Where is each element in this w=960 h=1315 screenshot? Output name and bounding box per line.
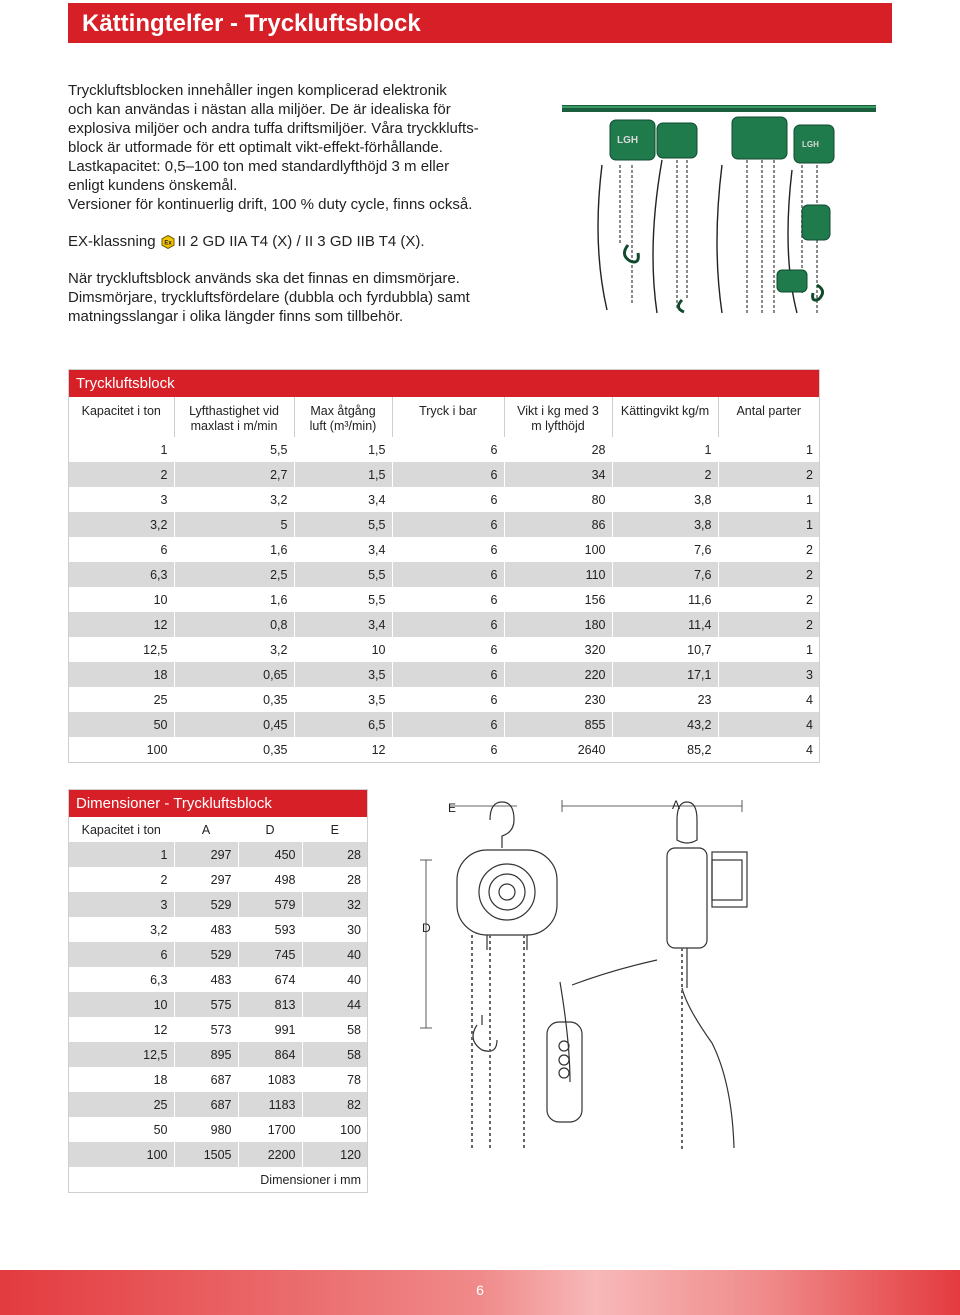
table-cell: 687 [174, 1067, 238, 1092]
table-row [69, 537, 819, 562]
table-row [69, 1067, 367, 1092]
table-row [69, 612, 819, 637]
ex-classification [68, 232, 518, 251]
table-cell: 2640 [504, 737, 612, 762]
table-cell: 40 [302, 942, 367, 967]
table-cell: 855 [504, 712, 612, 737]
table-row [69, 1042, 367, 1067]
table-cell: 10 [153, 592, 168, 607]
ex-hexagon-icon [161, 235, 175, 249]
table-cell: 991 [238, 1017, 302, 1042]
table-cell: 58 [302, 1042, 367, 1067]
table-cell: 483 [174, 917, 238, 942]
table-cell: 50 [69, 712, 174, 737]
table-cell: 180 [504, 612, 612, 637]
accessory-line: matningsslangar i olika längder finns som tillbehör. [68, 308, 404, 325]
table-cell: 11,4 [612, 612, 718, 637]
table-cell: 3,2 [174, 487, 294, 512]
table-cell: 6 [160, 542, 168, 557]
intro-line: block är utformade för ett optimalt vikt-effekt-förhållande. [68, 139, 443, 156]
table-cell: 5,5 [174, 437, 294, 462]
label-d: D [422, 921, 431, 935]
table-cell: 10 [69, 992, 174, 1017]
table-cell: 3,5 [294, 687, 392, 712]
table-cell: 12 [153, 1022, 168, 1037]
page-footer [0, 1270, 960, 1315]
table-cell: 5,5 [294, 512, 392, 537]
table-cell: 18 [69, 662, 174, 687]
table-cell: 3,4 [294, 537, 392, 562]
table-cell: 483 [174, 967, 238, 992]
table-cell: 687 [174, 1092, 238, 1117]
table-cell: 1 [612, 437, 718, 462]
table-row [69, 867, 367, 892]
table-cell: 5,5 [294, 587, 392, 612]
table-cell: 6,5 [294, 712, 392, 737]
table-cell: 17,1 [612, 662, 718, 687]
table-cell: 28 [302, 867, 367, 892]
table-cell: 100 [302, 1117, 367, 1142]
column-header: Kättingvikt kg/m [612, 397, 718, 437]
table-cell: 120 [302, 1142, 367, 1167]
table-cell: 529 [174, 892, 238, 917]
table-cell: 6 [392, 712, 504, 737]
column-header: Vikt i kg med 3 m lyfthöjd [504, 397, 612, 437]
table-row [69, 462, 819, 487]
table-cell: 3,8 [612, 512, 718, 537]
table-cell: 80 [504, 487, 612, 512]
table-header-row [69, 397, 819, 437]
table-cell: 40 [302, 967, 367, 992]
table-cell: 230 [504, 687, 612, 712]
table-cell: 3,5 [294, 662, 392, 687]
table-cell: 6 [392, 537, 504, 562]
table-cell: 25 [69, 1092, 174, 1117]
table-cell: 10 [294, 637, 392, 662]
table-cell: 78 [302, 1067, 367, 1092]
table-row [69, 662, 819, 687]
table-cell: 674 [238, 967, 302, 992]
table-cell: 4 [718, 737, 819, 762]
table-footnote-row [69, 1167, 367, 1192]
table-cell: 3,2 [174, 637, 294, 662]
table-cell: 813 [238, 992, 302, 1017]
table-row [69, 842, 367, 867]
table-cell: 2,7 [174, 462, 294, 487]
table-row [69, 892, 367, 917]
table-cell: 0,35 [174, 687, 294, 712]
table-cell: 1700 [238, 1117, 302, 1142]
dimensions-table [68, 789, 368, 1193]
table-cell: 579 [238, 892, 302, 917]
label-a: A [672, 798, 681, 812]
table-row [69, 737, 819, 762]
table-cell: 980 [174, 1117, 238, 1142]
table-cell: 2,5 [174, 562, 294, 587]
table-cell: 6 [392, 512, 504, 537]
table-cell: 864 [238, 1042, 302, 1067]
table-cell: 1 [718, 437, 819, 462]
table-row [69, 437, 819, 462]
table-cell: 1505 [174, 1142, 238, 1167]
column-header: D [238, 817, 302, 842]
column-header: A [174, 817, 238, 842]
table-cell: 6 [392, 662, 504, 687]
table-cell: 85,2 [612, 737, 718, 762]
table-row [69, 687, 819, 712]
table-cell: 6 [392, 637, 504, 662]
table-cell: 6 [392, 687, 504, 712]
table-footnote: Dimensioner i mm [174, 1167, 367, 1192]
table-title: Dimensioner - Tryckluftsblock [69, 790, 367, 817]
table-cell: 12 [69, 612, 174, 637]
table-cell: 100 [146, 742, 168, 757]
table-cell: 6 [392, 487, 504, 512]
table-row [69, 562, 819, 587]
column-header: Max åtgång luft (m³/min) [294, 397, 392, 437]
intro-line: Versioner för kontinuerlig drift, 100 % duty cycle, finns också. [68, 196, 473, 213]
ex-label: EX-klassning [68, 233, 156, 250]
svg-text:Ex: Ex [163, 240, 172, 246]
label-e: E [448, 801, 457, 815]
table-cell: 6 [392, 587, 504, 612]
table-title: Tryckluftsblock [69, 370, 819, 397]
table-cell: 30 [302, 917, 367, 942]
table-cell: 745 [238, 942, 302, 967]
table-cell: 3 [718, 662, 819, 687]
table-cell: 6,3 [150, 972, 168, 987]
table-cell: 3 [160, 492, 168, 507]
table-cell: 28 [504, 437, 612, 462]
table-cell: 573 [174, 1017, 238, 1042]
table-cell: 6,3 [69, 562, 174, 587]
accessory-line: Dimsmörjare, tryckluftsfördelare (dubbla och fyrdubbla) samt [68, 289, 470, 306]
table-cell: 0,35 [174, 737, 294, 762]
table-cell: 1 [718, 512, 819, 537]
brand-logo: LGH [617, 135, 639, 146]
table-cell: 0,8 [174, 612, 294, 637]
intro-line: explosiva miljöer och andra tuffa driftsmiljöer. Våra tryckklufts- [68, 120, 479, 137]
table-cell: 7,6 [612, 562, 718, 587]
table-cell: 297 [174, 842, 238, 867]
table-cell: 2 [718, 612, 819, 637]
table-cell: 895 [174, 1042, 238, 1067]
table-cell: 1 [69, 842, 174, 867]
table-cell: 34 [504, 462, 612, 487]
table-cell: 1183 [238, 1092, 302, 1117]
table-cell: 7,6 [612, 537, 718, 562]
column-header: Lyfthastighet vid maxlast i m/min [174, 397, 294, 437]
table-cell: 12 [294, 737, 392, 762]
table-cell: 320 [504, 637, 612, 662]
table-cell: 12,5 [143, 642, 168, 657]
table-cell: 529 [174, 942, 238, 967]
intro-line: Lastkapacitet: 0,5–100 ton med standardlyfthöjd 3 m eller [68, 158, 450, 175]
table-cell: 5,5 [294, 562, 392, 587]
intro-line: Tryckluftsblocken innehåller ingen komplicerad elektronik [68, 82, 447, 99]
table-cell: 1,6 [174, 587, 294, 612]
table-row [69, 967, 367, 992]
table-cell: 6 [69, 942, 174, 967]
capacity-table [68, 369, 820, 763]
table-cell: 3,8 [612, 487, 718, 512]
intro-line: enligt kundens önskemål. [68, 177, 238, 194]
table-row [69, 1017, 367, 1042]
column-header: Tryck i bar [392, 397, 504, 437]
table-cell: 43,2 [612, 712, 718, 737]
table-header-row [69, 817, 367, 842]
table-cell: 1,5 [294, 462, 392, 487]
table-cell: 58 [302, 1017, 367, 1042]
table-cell: 6 [392, 437, 504, 462]
table-cell: 2 [718, 587, 819, 612]
table-cell: 86 [504, 512, 612, 537]
table-cell: 28 [302, 842, 367, 867]
table-cell: 23 [612, 687, 718, 712]
table-cell: 1 [718, 637, 819, 662]
table-cell: 2 [160, 872, 168, 887]
table-cell: 2 [718, 462, 819, 487]
table-row [69, 587, 819, 612]
table-cell: 12,5 [69, 1042, 174, 1067]
table-cell: 3,2 [69, 512, 174, 537]
table-row [69, 512, 819, 537]
table-cell: 10,7 [612, 637, 718, 662]
table-row [69, 637, 819, 662]
table-cell: 3,2 [150, 922, 168, 937]
table-cell: 44 [302, 992, 367, 1017]
table-cell: 156 [504, 587, 612, 612]
column-header: E [302, 817, 367, 842]
table-cell: 50 [153, 1122, 168, 1137]
svg-text:LGH: LGH [802, 140, 819, 149]
table-cell: 18 [153, 1072, 168, 1087]
table-cell: 2 [718, 537, 819, 562]
product-photo [562, 95, 876, 315]
table-cell: 4 [718, 712, 819, 737]
column-header: Kapacitet i ton [81, 404, 161, 418]
table-row [69, 487, 819, 512]
table-row [69, 1117, 367, 1142]
table-cell: 3,4 [294, 487, 392, 512]
intro-line: och kan användas i nästan alla miljöer. De är idealiska för [68, 101, 451, 118]
ex-value: II 2 GD IIA T4 (X) / II 3 GD IIB T4 (X). [177, 233, 425, 250]
table-cell: 2 [612, 462, 718, 487]
table-cell: 32 [302, 892, 367, 917]
accessory-line: När tryckluftsblock används ska det finnas en dimsmörjare. [68, 270, 460, 287]
table-row [69, 1142, 367, 1167]
table-cell: 110 [504, 562, 612, 587]
dimension-diagram [412, 790, 757, 1160]
table-cell: 1 [160, 442, 168, 457]
table-cell: 220 [504, 662, 612, 687]
table-cell: 0,45 [174, 712, 294, 737]
table-cell: 1083 [238, 1067, 302, 1092]
table-cell: 25 [153, 692, 168, 707]
table-cell: 11,6 [612, 587, 718, 612]
table-row [69, 917, 367, 942]
table-cell: 575 [174, 992, 238, 1017]
table-cell: 1,6 [174, 537, 294, 562]
table-cell: 2 [69, 462, 174, 487]
table-cell: 100 [69, 1142, 174, 1167]
table-cell: 1,5 [294, 437, 392, 462]
page-number: 6 [476, 1282, 484, 1298]
table-cell: 6 [392, 737, 504, 762]
table-cell: 3,4 [294, 612, 392, 637]
table-cell: 2200 [238, 1142, 302, 1167]
column-header: Kapacitet i ton [81, 822, 161, 837]
table-cell: 6 [392, 562, 504, 587]
column-header: Antal parter [718, 397, 819, 437]
table-row [69, 942, 367, 967]
table-cell: 6 [392, 612, 504, 637]
table-cell: 450 [238, 842, 302, 867]
table-cell: 3 [69, 892, 174, 917]
table-row [69, 1092, 367, 1117]
page-title: Kättingtelfer - Tryckluftsblock [82, 10, 421, 37]
table-cell: 82 [302, 1092, 367, 1117]
table-cell: 5 [174, 512, 294, 537]
table-cell: 0,65 [174, 662, 294, 687]
table-cell: 498 [238, 867, 302, 892]
table-cell: 2 [718, 562, 819, 587]
table-cell: 297 [174, 867, 238, 892]
table-cell: 1 [718, 487, 819, 512]
table-row [69, 712, 819, 737]
title-bar [68, 3, 892, 43]
table-cell: 593 [238, 917, 302, 942]
table-cell: 100 [504, 537, 612, 562]
table-row [69, 992, 367, 1017]
table-cell: 6 [392, 462, 504, 487]
table-cell: 4 [718, 687, 819, 712]
intro-text [68, 81, 518, 326]
